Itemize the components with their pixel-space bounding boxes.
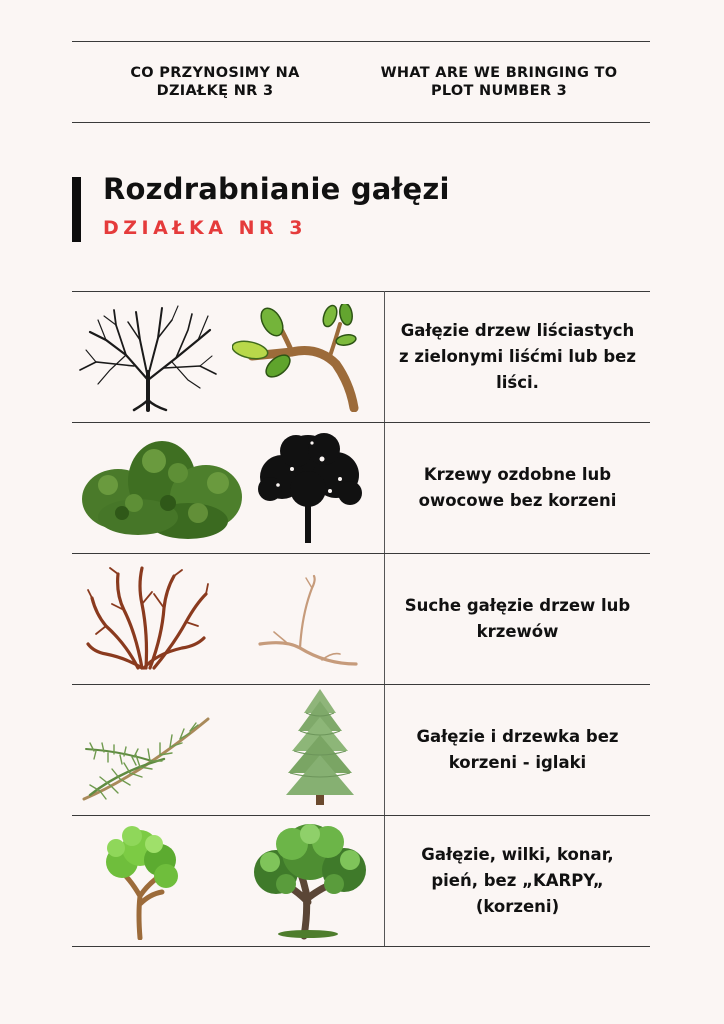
row-text: Gałęzie i drzewka bez korzeni - iglaki	[385, 685, 651, 816]
table-row	[72, 292, 650, 423]
image-cell	[72, 292, 385, 423]
table-row	[72, 685, 650, 816]
table-row	[72, 554, 650, 685]
bare-tree-icon	[76, 300, 220, 412]
tree-silhouette-icon	[252, 429, 364, 545]
oak-tree-icon	[252, 822, 368, 940]
header-bottom-rule	[72, 122, 650, 123]
items-table	[72, 291, 650, 947]
row-text: Krzewy ozdobne lub owocowe bez korzeni	[385, 423, 651, 554]
leafy-branch-icon	[232, 304, 362, 412]
young-tree-icon	[102, 824, 182, 940]
header-top-rule	[72, 41, 650, 42]
header-left-text: CO PRZYNOSIMY NA DZIAŁKĘ NR 3	[130, 65, 300, 99]
row-text: Gałęzie, wilki, konar, pień, bez „KARPY„ (korzeni)	[385, 816, 651, 947]
image-cell	[72, 423, 385, 554]
green-shrub-icon	[78, 433, 248, 543]
image-cell	[72, 685, 385, 816]
row-text: Suche gałęzie drzew lub krzewów	[385, 554, 651, 685]
table-row	[72, 423, 650, 554]
dry-shrub-icon	[86, 564, 210, 672]
fir-tree-icon	[284, 689, 356, 807]
dry-twig-icon	[256, 574, 360, 670]
table-row	[72, 816, 650, 947]
image-cell	[72, 554, 385, 685]
page-title: Rozdrabnianie gałęzi	[103, 172, 450, 206]
header-right-text: WHAT ARE WE BRINGING TO PLOT NUMBER 3	[380, 65, 618, 99]
conifer-branch-icon	[80, 715, 210, 801]
page-subtitle: DZIAŁKA NR 3	[103, 217, 307, 239]
row-text: Gałęzie drzew liściastych z zielonymi liśćmi lub bez liści.	[385, 292, 651, 423]
image-cell	[72, 816, 385, 947]
title-accent-bar	[72, 177, 81, 242]
